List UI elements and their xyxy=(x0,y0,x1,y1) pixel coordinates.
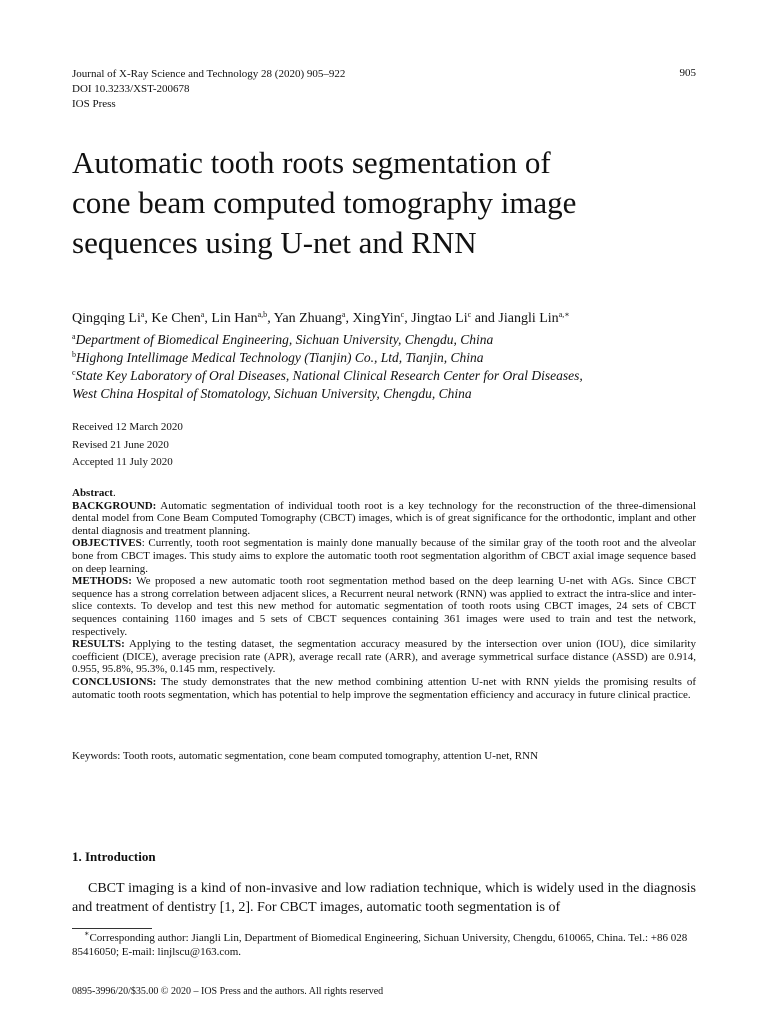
affiliation-text: West China Hospital of Stomatology, Sichuan University, Chengdu, China xyxy=(72,386,472,401)
abstract-section-text: The study demonstrates that the new method combining attention U-net with RNN yields the promising results of automatic tooth roots segmentation, which has potential to help improve the segmentation efficiency and accuracy in future clinical practice. xyxy=(72,675,696,701)
affiliation-text: Highong Intellimage Medical Technology (Tianjin) Co., Ltd, Tianjin, China xyxy=(76,350,484,365)
author-affiliation-mark: a xyxy=(200,310,205,319)
affiliation xyxy=(72,331,583,349)
abstract-heading-tail: . xyxy=(112,487,116,499)
author-affiliation-mark: c xyxy=(400,310,405,319)
title-line: Automatic tooth roots segmentation of xyxy=(72,145,551,180)
abstract-section-text: Applying to the testing dataset, the segmentation accuracy measured by the intersection over union (IOU), dice similarity coefficient (DICE), average precision rate (APR), average recall rate (ARR), and average symmetrical surface distance (ASSD) are 0.914, 0.955, 95.8%, 95.3%, 0.145 mm, respectively. xyxy=(72,638,696,676)
author-name: Jingtao Li xyxy=(411,311,468,326)
affiliation xyxy=(72,367,583,385)
author-name: Lin Han xyxy=(211,311,258,326)
abstract-section-label: BACKGROUND: xyxy=(72,499,157,512)
journal-citation: Journal of X-Ray Science and Technology 28 (2020) 905–922 xyxy=(72,68,346,80)
footnote xyxy=(72,931,696,959)
author-name: Qingqing Li xyxy=(72,311,141,326)
introduction-paragraph: CBCT imaging is a kind of non-invasive and low radiation technique, which is widely used in the diagnosis and treatment of dentistry [1, 2]. For CBCT images, automatic tooth segmentation is of xyxy=(72,881,696,915)
affiliation xyxy=(72,349,583,367)
author-separator: , xyxy=(144,311,152,326)
author-separator: , xyxy=(345,311,353,326)
author-affiliation-mark: a xyxy=(341,310,346,319)
author-separator: , xyxy=(404,311,412,326)
copyright-line: 0895-3996/20/$35.00 © 2020 – IOS Press and the authors. All rights reserved xyxy=(72,986,384,997)
author-affiliation-mark: a,∗ xyxy=(558,310,570,319)
author-name: Yan Zhuang xyxy=(273,311,342,326)
abstract-heading xyxy=(72,487,696,500)
received-date: Received 12 March 2020 xyxy=(72,421,183,433)
abstract xyxy=(72,487,696,701)
author-separator: and xyxy=(471,311,499,326)
abstract-section-text: We proposed a new automatic tooth root segmentation method based on the deep learning U-net with AGs. Since CBCT sequence has a strong correlation between adjacent slices, a Recurrent neural network (RNN) was applied to extract the intra-slice and inter-slice contexts. To develop and test this new method for automatic segmentation of tooth roots using CBCT images, 24 sets of CBCT sequences containing 1160 images and 5 sets of CBCT sequences containing 361 images were used to train and test the network, respectively. xyxy=(72,575,696,638)
abstract-methods xyxy=(72,575,696,638)
abstract-section-label: OBJECTIVES xyxy=(72,537,142,550)
abstract-heading-label: Abstract xyxy=(72,487,113,499)
revised-date: Revised 21 June 2020 xyxy=(72,438,169,451)
footnote-text: Corresponding author: Jiangli Lin, Department of Biomedical Engineering, Sichuan University, Chengdu, 610065, China. Tel.: +86 028 85416050; E-mail: linjlscu@163.com. xyxy=(72,932,688,958)
abstract-section-label: RESULTS: xyxy=(72,638,125,651)
accepted-date: Accepted 11 July 2020 xyxy=(72,456,173,468)
footnote-paragraph xyxy=(72,931,696,959)
paper-title xyxy=(72,143,712,263)
author-name: XingYin xyxy=(352,311,401,326)
section-heading-introduction: 1. Introduction xyxy=(72,849,156,864)
history-dates xyxy=(72,419,183,472)
abstract-section-text: : Currently, tooth root segmentation is mainly done manually because of the similar gray of the tooth root and the alveolar bone from CBCT images. This study aims to explore the automatic tooth root segmentation algorithm of CBCT axial image sequence based on deep learning. xyxy=(72,537,696,575)
affiliation-mark: b xyxy=(72,350,76,359)
affiliation-mark: c xyxy=(72,368,76,377)
abstract-conclusions xyxy=(72,676,696,701)
page-number: 905 xyxy=(679,67,696,79)
abstract-section-label: CONCLUSIONS: xyxy=(72,675,157,688)
footnote-marker: ∗ xyxy=(84,929,90,938)
author-separator: , xyxy=(267,311,274,326)
author-affiliation-mark: a xyxy=(140,310,145,319)
doi: DOI 10.3233/XST-200678 xyxy=(72,83,190,95)
title-line: sequences using U-net and RNN xyxy=(72,225,477,260)
author-affiliation-mark: a,b xyxy=(257,310,268,319)
abstract-section-text: Automatic segmentation of individual tooth root is a key technology for the reconstruction of the three-dimensional dental model from Cone Beam Computed Tomography (CBCT) images, which is of great significance for the orthodontic, implant and other dental diagnosis and treatment planning. xyxy=(72,499,696,537)
abstract-results xyxy=(72,638,696,676)
author-list xyxy=(72,311,570,327)
publisher: IOS Press xyxy=(72,98,116,110)
affiliation xyxy=(72,385,583,403)
keywords: Keywords: Tooth roots, automatic segmentation, cone beam computed tomography, attention U-net, RNN xyxy=(72,750,539,762)
abstract-objectives xyxy=(72,537,696,575)
abstract-section-label: METHODS: xyxy=(72,575,132,588)
journal-header xyxy=(72,67,345,112)
author-separator: , xyxy=(204,311,212,326)
affiliation-text: State Key Laboratory of Oral Diseases, National Clinical Research Center for Oral Diseases, xyxy=(75,368,583,383)
affiliation-text: Department of Biomedical Engineering, Sichuan University, Chengdu, China xyxy=(75,332,494,347)
author-name: Jiangli Lin xyxy=(498,311,559,326)
affiliations xyxy=(72,331,583,403)
author-name: Ke Chen xyxy=(151,311,201,326)
abstract-background xyxy=(72,500,696,538)
affiliation-mark: a xyxy=(72,332,76,341)
author-affiliation-mark: c xyxy=(467,310,472,319)
title-line: cone beam computed tomography image xyxy=(72,185,577,220)
